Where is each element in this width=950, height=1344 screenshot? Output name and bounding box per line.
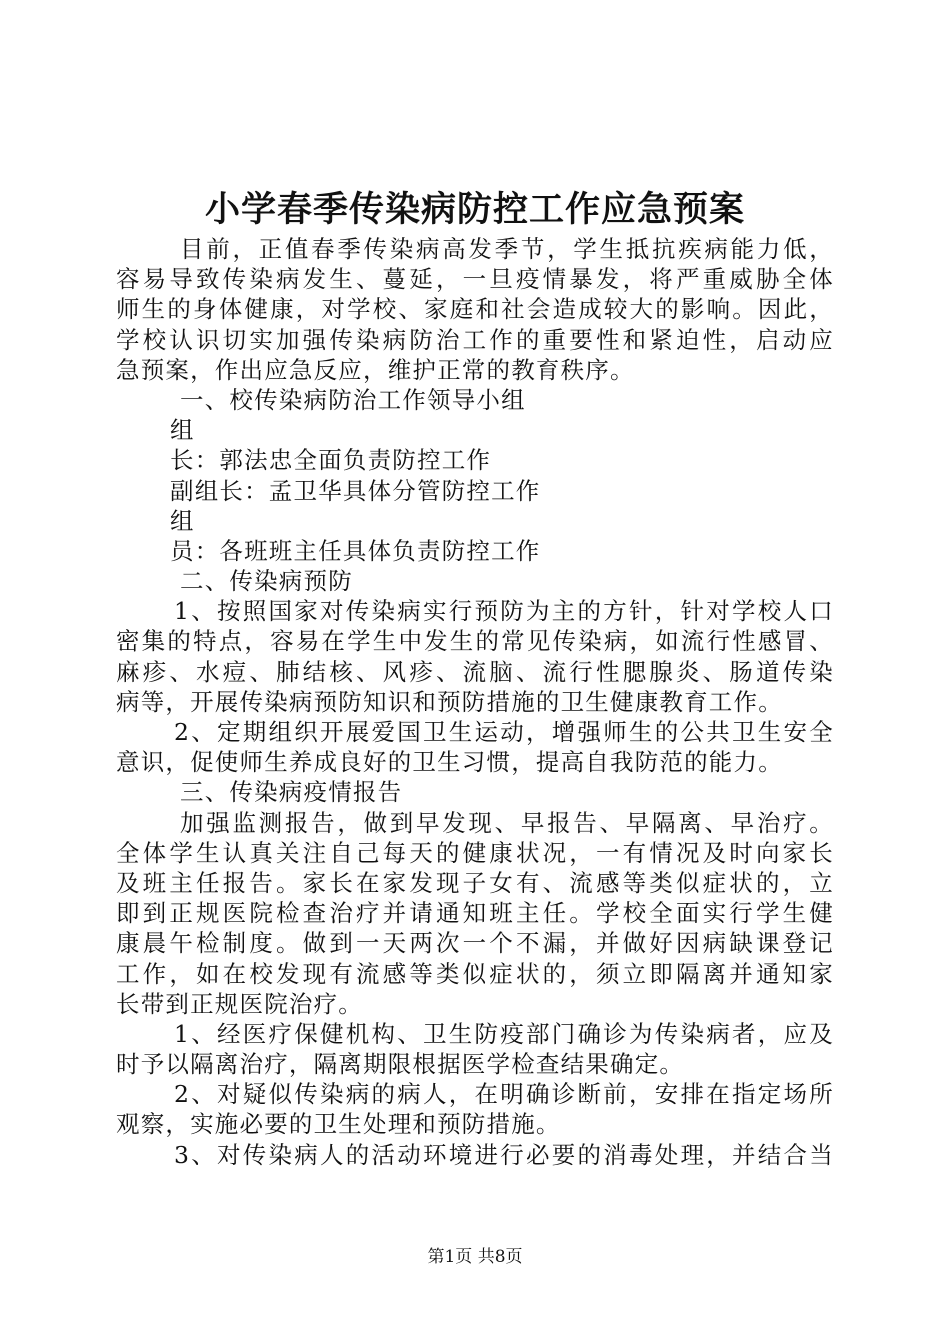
text-line: 学校认识切实加强传染病防治工作的重要性和紧迫性，启动应 [116, 325, 834, 354]
text-line: 2、对疑似传染病的病人，在明确诊断前，安排在指定场所 [174, 1080, 834, 1109]
text-line: 3、对传染病人的活动环境进行必要的消毒处理，并结合当 [174, 1140, 834, 1169]
text-line: 容易导致传染病发生、蔓延，一旦疫情暴发，将严重威胁全体 [116, 265, 834, 294]
text-line: 时予以隔离治疗，隔离期限根据医学检查结果确定。 [116, 1050, 685, 1079]
text-line: 组 [170, 506, 195, 535]
text-line: 急预案，作出应急反应，维护正常的教育秩序。 [116, 355, 635, 384]
section-heading-3: 三、传染病疫情报告 [180, 778, 403, 807]
document-title: 小学春季传染病防控工作应急预案 [204, 189, 745, 230]
text-line: 目前，正值春季传染病高发季节，学生抵抗疾病能力低， [180, 235, 834, 263]
text-line: 长带到正规医院治疗。 [116, 989, 363, 1018]
text-line: 1、按照国家对传染病实行预防为主的方针，针对学校人口 [174, 597, 834, 626]
section-heading-1: 一、校传染病防治工作领导小组 [180, 385, 526, 414]
text-line: 组 [170, 416, 195, 445]
page-number: 第1页 共8页 [427, 1247, 523, 1267]
text-line: 意识，促使师生养成良好的卫生习惯，提高自我防范的能力。 [116, 748, 783, 777]
text-line: 及班主任报告。家长在家发现子女有、流感等类似症状的，立 [116, 868, 834, 897]
text-line: 观察，实施必要的卫生处理和预防措施。 [116, 1110, 561, 1139]
text-line: 病等，开展传染病预防知识和预防措施的卫生健康教育工作。 [116, 687, 783, 716]
section-heading-2: 二、传染病预防 [180, 567, 353, 596]
text-line: 康晨午检制度。做到一天两次一个不漏，并做好因病缺课登记 [116, 929, 834, 958]
text-line: 加强监测报告，做到早发现、早报告、早隔离、早治疗。 [180, 808, 834, 837]
text-line: 员：各班班主任具体负责防控工作 [170, 536, 541, 565]
document-body [116, 234, 834, 1170]
text-line: 麻疹、水痘、肺结核、风疹、流脑、流行性腮腺炎、肠道传染 [116, 657, 834, 686]
text-line: 全体学生认真关注自己每天的健康状况，一有情况及时向家长 [116, 838, 834, 867]
text-line: 副组长：孟卫华具体分管防控工作 [170, 476, 541, 505]
text-line: 工作，如在校发现有流感等类似症状的，须立即隔离并通知家 [116, 959, 834, 988]
text-line: 长：郭法忠全面负责防控工作 [170, 446, 492, 475]
text-line: 密集的特点，容易在学生中发生的常见传染病，如流行性感冒、 [116, 627, 834, 656]
text-line: 即到正规医院检查治疗并请通知班主任。学校全面实行学生健 [116, 899, 834, 928]
text-line: 1、经医疗保健机构、卫生防疫部门确诊为传染病者，应及 [174, 1019, 834, 1048]
text-line: 师生的身体健康，对学校、家庭和社会造成较大的影响。因此， [116, 295, 834, 324]
text-line: 2、定期组织开展爱国卫生运动，增强师生的公共卫生安全 [174, 718, 834, 746]
